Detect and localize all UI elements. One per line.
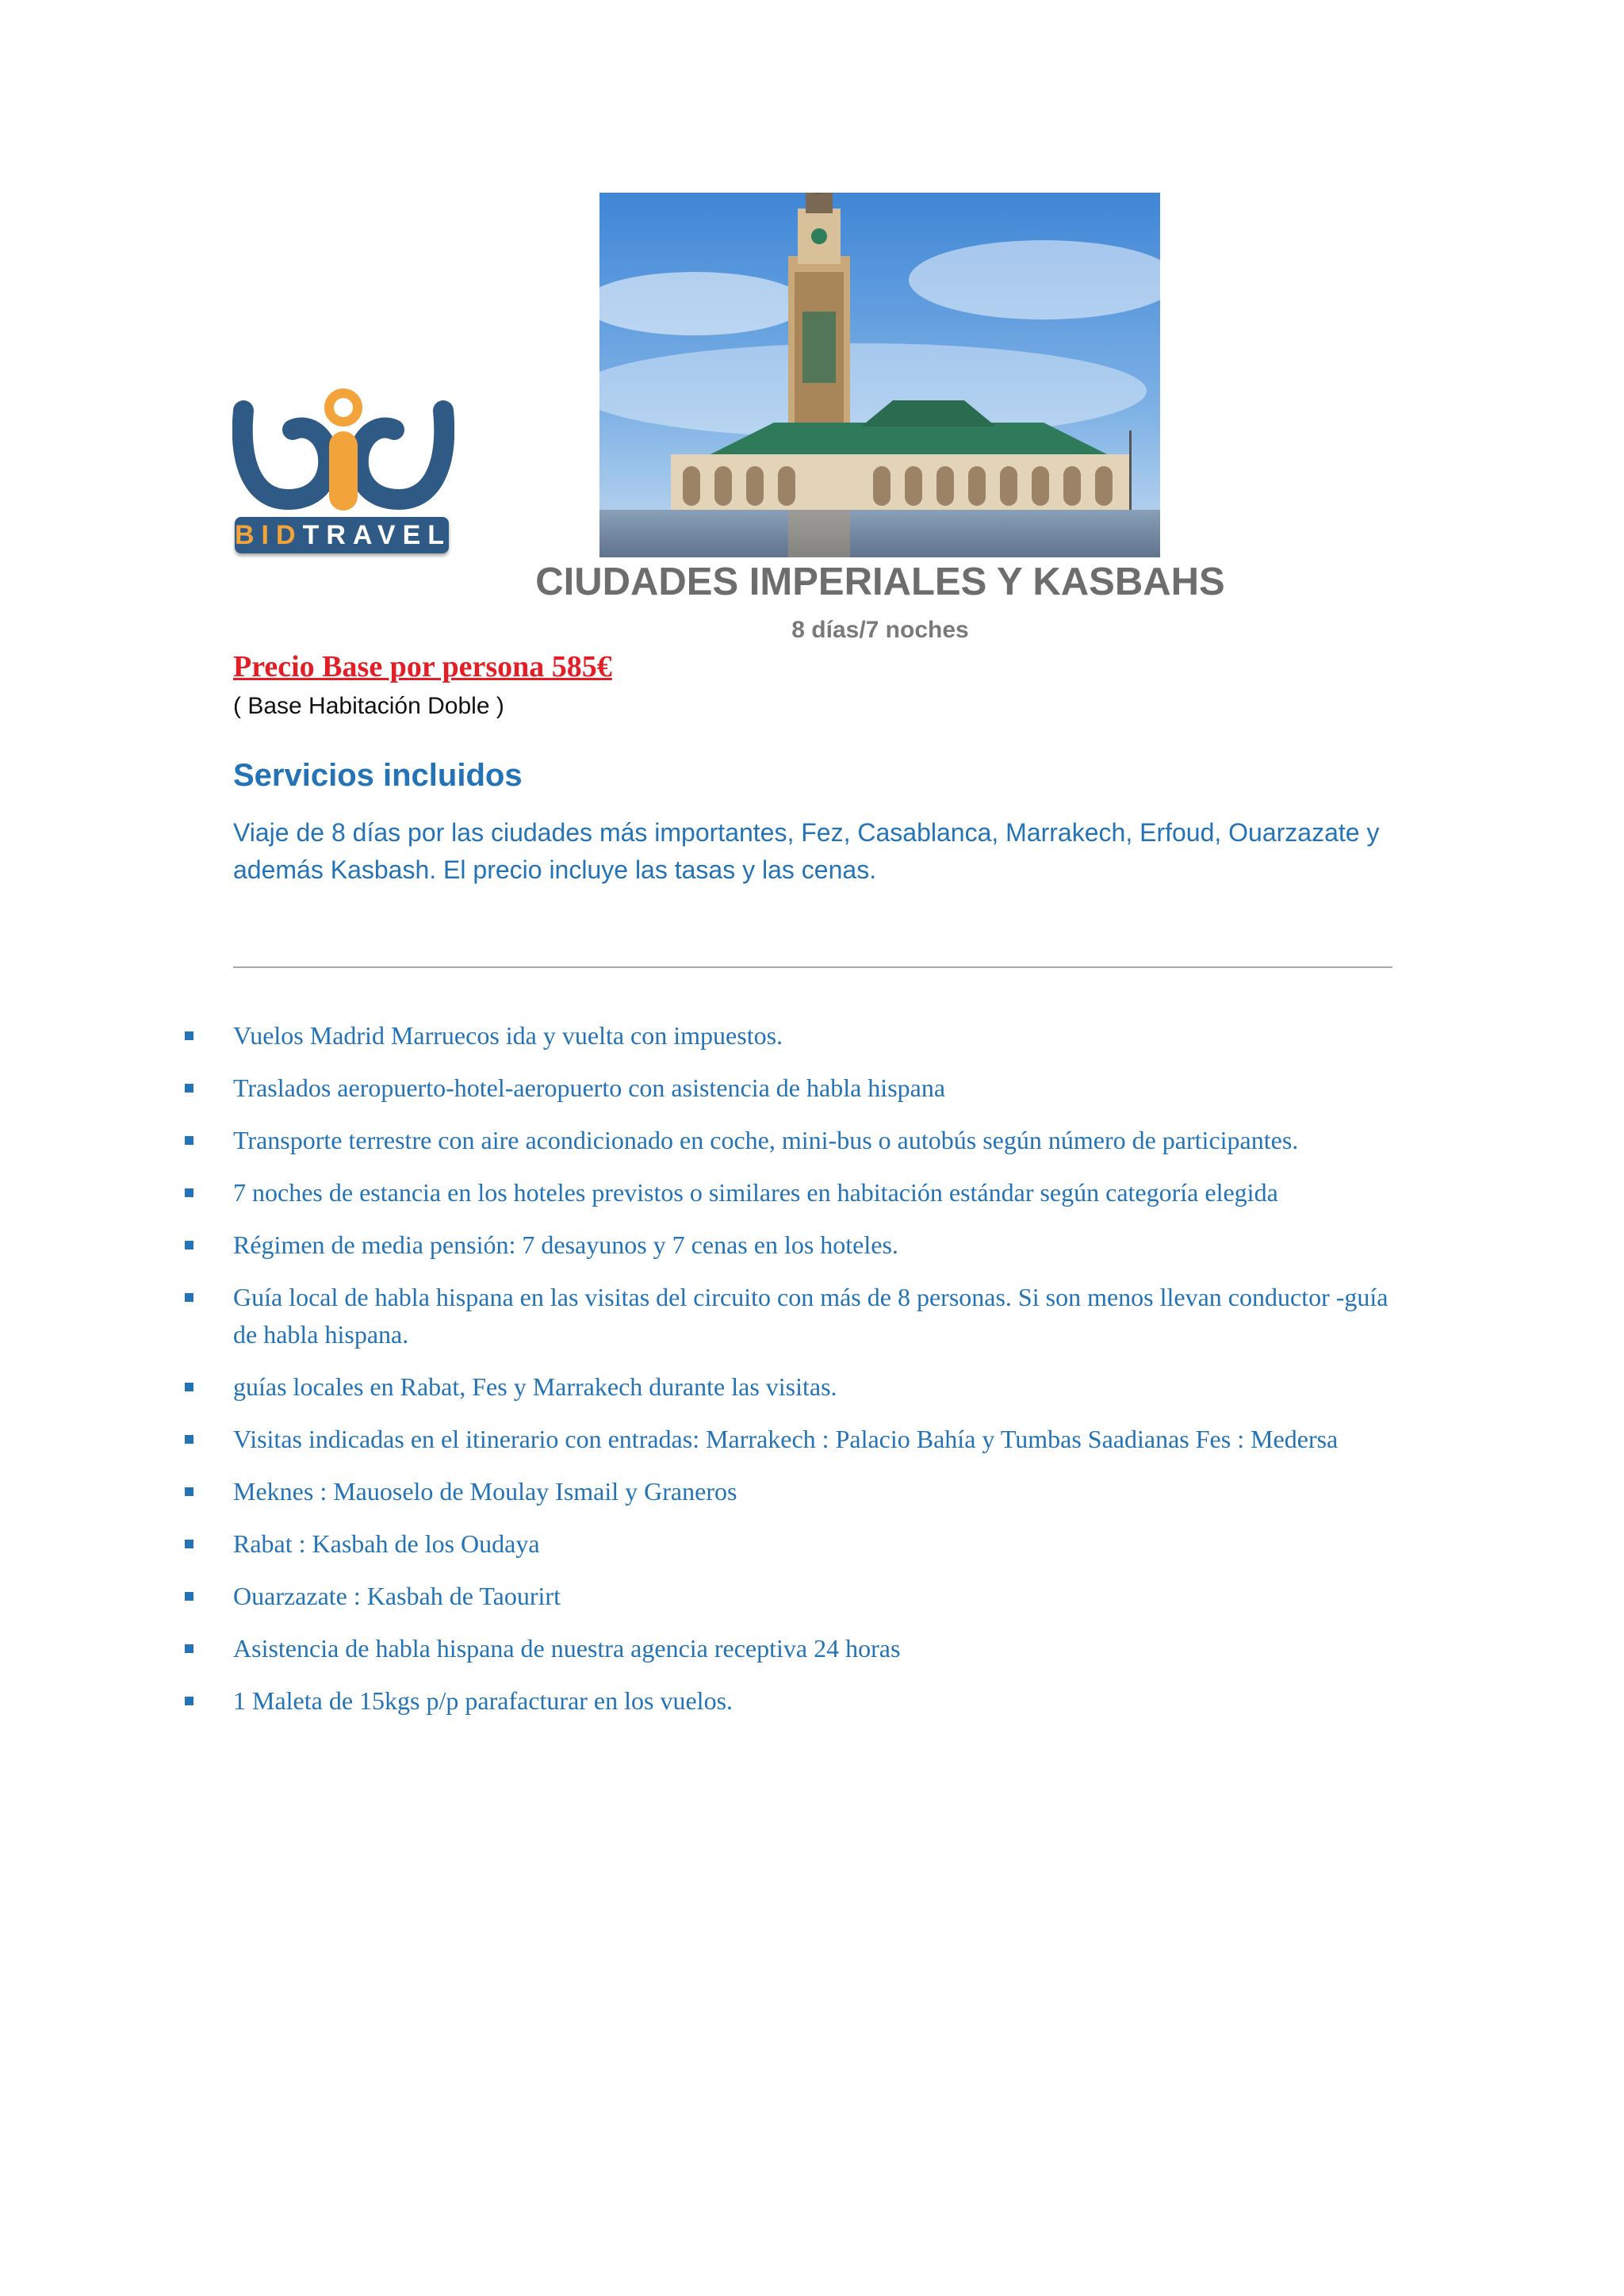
list-item: Ouarzazate : Kasbah de Taourirt	[174, 1578, 1411, 1615]
list-item: Rabat : Kasbah de los Oudaya	[174, 1525, 1411, 1563]
bullet-icon	[185, 1188, 193, 1197]
bullet-icon	[185, 1644, 193, 1653]
trip-duration: 8 días/7 noches	[791, 617, 969, 643]
list-item: Asistencia de habla hispana de nuestra agencia receptiva 24 horas	[174, 1630, 1411, 1667]
services-heading: Servicios incluidos	[233, 758, 523, 793]
bullet-icon	[185, 1697, 193, 1705]
list-item: Transporte terrestre con aire acondicionado en coche, mini-bus o autobús según número de participantes.	[174, 1122, 1411, 1159]
bullet-icon	[185, 1487, 193, 1496]
logo-wordmark: BIDTRAVEL	[235, 517, 449, 553]
room-basis: ( Base Habitación Doble )	[233, 693, 504, 719]
bullet-icon	[185, 1084, 193, 1093]
bullet-icon	[185, 1241, 193, 1249]
bidtravel-logo	[232, 388, 454, 559]
bullet-icon	[185, 1136, 193, 1145]
bullet-icon	[185, 1293, 193, 1302]
list-item: Vuelos Madrid Marruecos ida y vuelta con impuestos.	[174, 1017, 1411, 1054]
bullet-icon	[185, 1031, 193, 1040]
list-item: Régimen de media pensión: 7 desayunos y 7 cenas en los hoteles.	[174, 1226, 1411, 1264]
page-title: CIUDADES IMPERIALES Y KASBAHS	[535, 561, 1225, 603]
list-item: 1 Maleta de 15kgs p/p parafacturar en los vuelos.	[174, 1682, 1411, 1720]
hero-photo	[599, 193, 1160, 557]
list-item: guías locales en Rabat, Fes y Marrakech durante las visitas.	[174, 1368, 1411, 1406]
bullet-icon	[185, 1383, 193, 1391]
list-item: Meknes : Mauoselo de Moulay Ismail y Graneros	[174, 1473, 1411, 1510]
horizontal-divider	[233, 966, 1392, 968]
services-description: Viaje de 8 días por las ciudades más importantes, Fez, Casablanca, Marrakech, Erfoud, Ouarzazate y además Kasbash. El precio incluye las tasas y las cenas.	[233, 818, 1380, 884]
base-price: Precio Base por persona 585€	[233, 650, 612, 683]
bullet-icon	[185, 1435, 193, 1444]
logo-mark-icon	[232, 388, 454, 519]
bullet-icon	[185, 1592, 193, 1601]
list-item: 7 noches de estancia en los hoteles previstos o similares en habitación estándar según categoría elegida	[174, 1174, 1411, 1211]
bullet-icon	[185, 1540, 193, 1548]
list-item: Traslados aeropuerto-hotel-aeropuerto con asistencia de habla hispana	[174, 1070, 1411, 1107]
mosque-image	[599, 193, 1160, 557]
list-item: Guía local de habla hispana en las visitas del circuito con más de 8 personas. Si son menos llevan conductor -guía de habla hispana.	[174, 1279, 1411, 1353]
list-item: Visitas indicadas en el itinerario con entradas: Marrakech : Palacio Bahía y Tumbas Saadianas Fes : Medersa	[174, 1421, 1411, 1458]
included-services-list	[174, 1017, 1411, 1735]
